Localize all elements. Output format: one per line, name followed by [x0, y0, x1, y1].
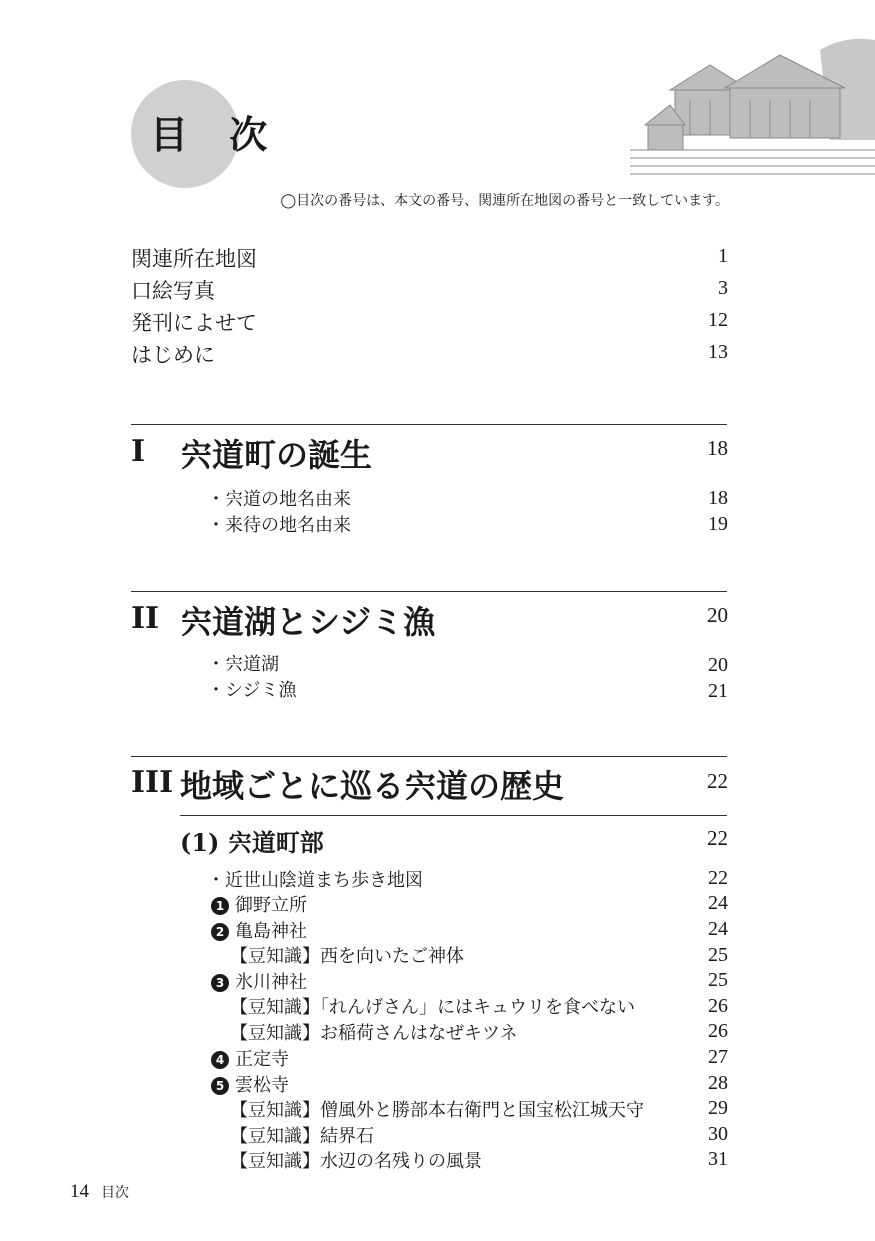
toc-entry-page: 27: [708, 1046, 728, 1068]
site-number-marker: 4: [211, 1051, 229, 1069]
toc-entry-page: 28: [708, 1072, 728, 1094]
toc-entry-site[interactable]: [211, 917, 307, 943]
toc-entry-page: 18: [708, 487, 728, 509]
toc-entry-label: 氷川神社: [235, 972, 307, 993]
chapter-divider: [131, 591, 727, 592]
toc-entry-page: 26: [708, 995, 728, 1017]
toc-entry-label[interactable]: ・宍道の地名由来: [207, 489, 351, 510]
toc-entry-label[interactable]: ・来待の地名由来: [207, 515, 351, 536]
toc-entry-page: 13: [708, 341, 728, 363]
toc-entry-trivia[interactable]: 【豆知識】お稲荷さんはなぜキツネ: [230, 1023, 518, 1044]
site-number-marker: 2: [211, 923, 229, 941]
toc-entry-label: 雲松寺: [235, 1075, 289, 1096]
toc-entry-page: 26: [708, 1020, 728, 1042]
toc-entry-trivia[interactable]: 【豆知識】西を向いたご神体: [230, 946, 464, 967]
site-number-marker: 5: [211, 1077, 229, 1095]
shrine-illustration: [630, 30, 875, 180]
toc-entry-page: 20: [708, 654, 728, 676]
toc-entry-page: 3: [718, 277, 728, 299]
site-number-marker: 3: [211, 974, 229, 992]
section-title-text: 宍道町部: [227, 828, 324, 857]
chapter-number: III: [131, 765, 174, 800]
chapter-number: I: [131, 434, 146, 469]
section-divider: [180, 815, 727, 816]
toc-entry-site[interactable]: [211, 891, 307, 917]
toc-entry-label[interactable]: はじめに: [131, 343, 215, 367]
chapter-divider: [131, 756, 727, 757]
toc-entry-label[interactable]: ・宍道湖: [207, 654, 279, 675]
toc-entry-site[interactable]: [211, 968, 307, 994]
toc-entry-page: 25: [708, 944, 728, 966]
section-page: 22: [707, 826, 728, 850]
toc-entry-page: 30: [708, 1123, 728, 1145]
toc-entry-page: 29: [708, 1097, 728, 1119]
footer-label: 目次: [101, 1185, 129, 1201]
toc-entry-label: 正定寺: [235, 1049, 289, 1070]
toc-entry-label: 御野立所: [235, 895, 307, 916]
site-number-marker: 1: [211, 897, 229, 915]
chapter-title[interactable]: 宍道町の誕生: [180, 436, 373, 474]
toc-entry-label[interactable]: ・シジミ漁: [207, 680, 297, 701]
page-footer: [70, 1181, 129, 1203]
toc-entry-page: 24: [708, 892, 728, 914]
toc-entry-trivia[interactable]: 【豆知識】結界石: [230, 1126, 374, 1147]
section-title[interactable]: [180, 823, 324, 858]
toc-entry-trivia[interactable]: 【豆知識】僧風外と勝部本右衛門と国宝松江城天守: [230, 1100, 644, 1121]
chapter-number: II: [131, 601, 160, 636]
footer-page-number: 14: [70, 1181, 89, 1202]
toc-entry-site[interactable]: [211, 1071, 289, 1097]
toc-entry-trivia[interactable]: 【豆知識】「れんげさん」にはキュウリを食べない: [230, 997, 635, 1018]
chapter-title[interactable]: 地域ごとに巡る宍道の歴史: [180, 767, 565, 805]
toc-entry-label[interactable]: 関連所在地図: [131, 247, 257, 271]
toc-note: ◯目次の番号は、本文の番号、関連所在地図の番号と一致しています。: [280, 193, 729, 209]
toc-entry-page: 24: [708, 918, 728, 940]
chapter-page: 22: [707, 769, 728, 793]
toc-entry-page: 21: [708, 680, 728, 702]
toc-entry-label[interactable]: ・近世山陰道まち歩き地図: [207, 870, 423, 891]
chapter-page: 20: [707, 603, 728, 627]
toc-entry-label: 亀島神社: [235, 921, 307, 942]
toc-entry-page: 25: [708, 969, 728, 991]
toc-entry-page: 22: [708, 867, 728, 889]
toc-entry-label[interactable]: 発刊によせて: [131, 311, 257, 335]
section-number: (1): [180, 828, 220, 857]
page-title: 目 次: [150, 112, 282, 157]
chapter-divider: [131, 424, 727, 425]
chapter-page: 18: [707, 436, 728, 460]
chapter-title[interactable]: 宍道湖とシジミ漁: [180, 603, 436, 641]
toc-entry-page: 12: [708, 309, 728, 331]
toc-entry-page: 31: [708, 1148, 728, 1170]
toc-entry-label[interactable]: 口絵写真: [131, 279, 215, 303]
toc-entry-page: 19: [708, 513, 728, 535]
toc-entry-trivia[interactable]: 【豆知識】水辺の名残りの風景: [230, 1151, 482, 1172]
toc-entry-page: 1: [718, 245, 728, 267]
toc-entry-site[interactable]: [211, 1045, 289, 1071]
